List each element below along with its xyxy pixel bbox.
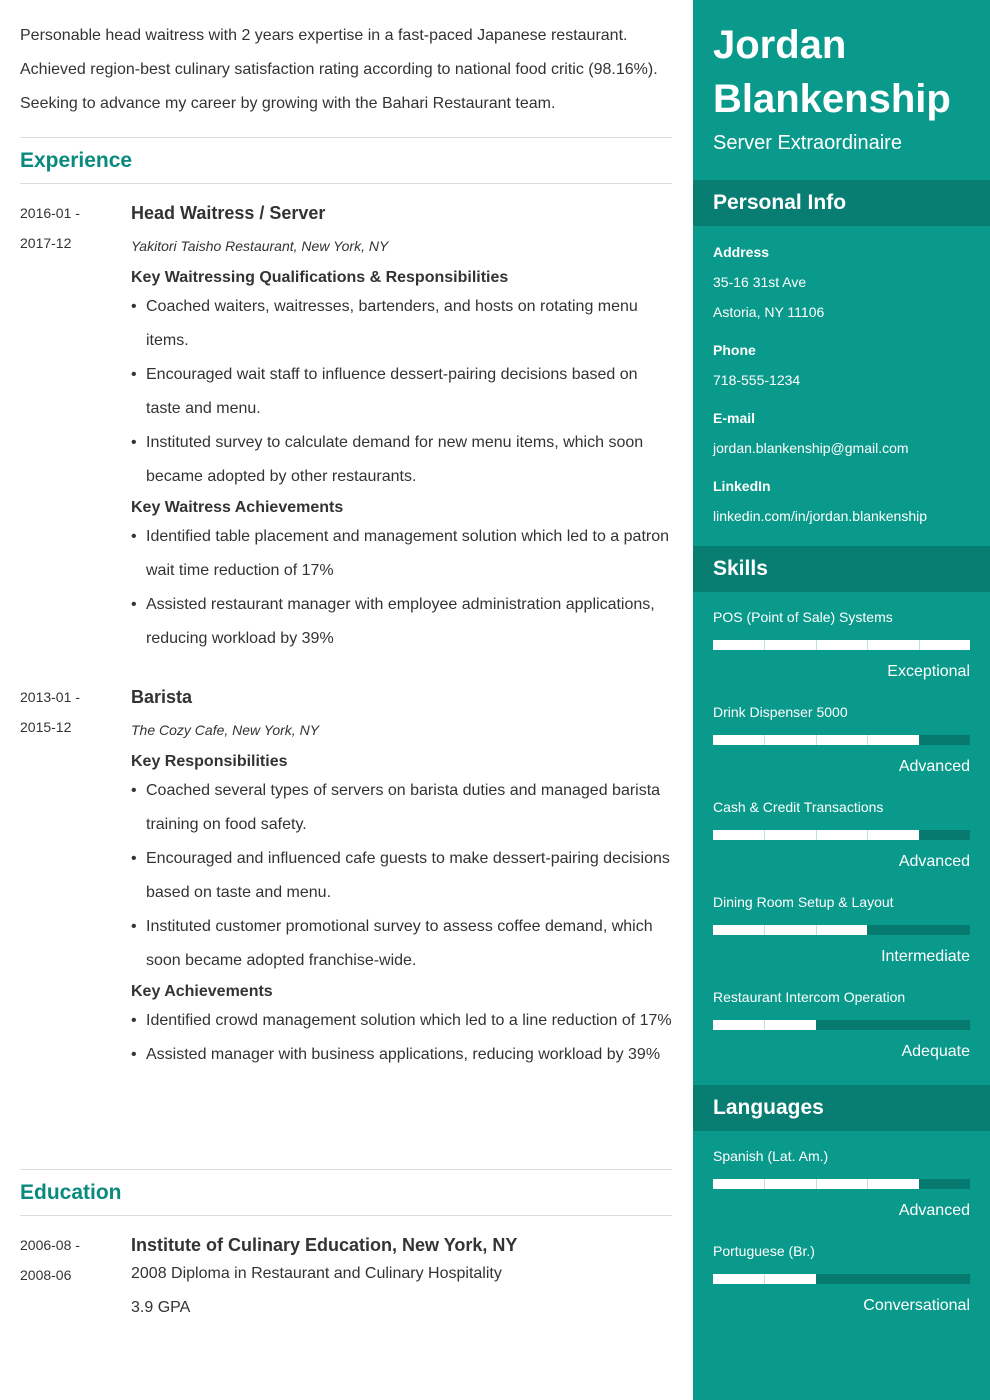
group-heading: Key Achievements: [131, 983, 273, 1000]
skill-name: Dining Room Setup & Layout: [713, 894, 894, 910]
diploma: 2008 Diploma in Restaurant and Culinary Hospitality: [131, 1265, 502, 1282]
summary: Personable head waitress with 2 years expertise in a fast-paced Japanese restaurant. Achieved region-best culinary satisfaction rating according to national food critic (98.16%). Seeking to advance my career by growing with the Bahari Restaurant team.: [20, 27, 658, 112]
bar-segment-tick: [816, 830, 817, 840]
group-heading: Key Waitressing Qualifications & Responsibilities: [131, 269, 509, 286]
bar-segment-tick: [764, 830, 765, 840]
bar-segment-tick: [919, 1274, 920, 1284]
bar-segment-tick: [919, 1020, 920, 1030]
bar-segment-tick: [919, 640, 920, 650]
bar-segment-tick: [867, 925, 868, 935]
job-2-dates: [20, 682, 120, 742]
bar-segment-tick: [919, 1179, 920, 1189]
phone-value: 718-555-1234: [713, 372, 801, 388]
skill-bar: [713, 925, 970, 935]
languages-band: [693, 1085, 990, 1131]
bar-segment-tick: [867, 1274, 868, 1284]
address-line-2: Astoria, NY 11106: [713, 304, 825, 320]
skill-level: Advanced: [898, 758, 970, 775]
job-1-dates: [20, 198, 120, 258]
group-heading: Key Waitress Achievements: [131, 499, 344, 516]
linkedin-label: LinkedIn: [713, 478, 771, 494]
personal-info-heading: Personal Info: [713, 191, 847, 214]
bullet-item: • Instituted customer promotional survey to assess coffee demand, which soon became adopted franchise-wide.: [131, 910, 676, 978]
job-1-entry: [131, 202, 676, 656]
education-heading: Education: [20, 1181, 122, 1204]
bar-segment-tick: [867, 830, 868, 840]
education-dates: [20, 1230, 120, 1290]
candidate-name: Jordan Blankenship: [713, 23, 951, 121]
email-label: E-mail: [713, 410, 756, 426]
phone-label: Phone: [713, 342, 756, 358]
skill-level: Advanced: [898, 853, 970, 870]
bar-segment-tick: [816, 1179, 817, 1189]
skill-bar: [713, 735, 970, 745]
skill-bar: [713, 830, 970, 840]
bullet-item: • Identified table placement and management solution which led to a patron wait time reduction of 17%: [131, 520, 676, 588]
bar-segment-tick: [867, 1020, 868, 1030]
language-level: Conversational: [863, 1297, 970, 1314]
bullet-item: • Assisted manager with business applications, reducing workload by 39%: [131, 1038, 676, 1072]
divider: [20, 1169, 672, 1170]
divider: [20, 183, 672, 184]
language-name: Portuguese (Br.): [713, 1243, 815, 1259]
experience-heading: Experience: [20, 149, 133, 172]
bar-segment-tick: [816, 1274, 817, 1284]
bullet-item: • Coached waiters, waitresses, bartenders, and hosts on rotating menu items.: [131, 290, 676, 358]
group-heading: Key Responsibilities: [131, 753, 288, 770]
skills-band: [693, 546, 990, 592]
bar-segment-tick: [764, 1274, 765, 1284]
job-title: Barista: [131, 687, 193, 707]
language-bar: [713, 1179, 970, 1189]
bar-segment-tick: [867, 735, 868, 745]
job-company: The Cozy Cafe, New York, NY: [131, 722, 320, 738]
bar-segment-tick: [764, 925, 765, 935]
language-bar: [713, 1274, 970, 1284]
skill-level: Adequate: [901, 1043, 970, 1060]
skills-heading: Skills: [713, 557, 768, 580]
skill-level: Exceptional: [887, 663, 970, 680]
languages-heading: Languages: [713, 1096, 824, 1119]
bar-segment-tick: [764, 1179, 765, 1189]
skill-name: Drink Dispenser 5000: [713, 704, 848, 720]
job-title: Head Waitress / Server: [131, 203, 326, 223]
personal-info-band: [693, 180, 990, 226]
date-start: 2013-01 -: [20, 689, 80, 705]
date-start: 2016-01 -: [20, 205, 80, 221]
job-company: Yakitori Taisho Restaurant, New York, NY: [131, 238, 389, 254]
bullet-list: [131, 1004, 676, 1072]
bar-segment-tick: [919, 735, 920, 745]
bar-segment-tick: [816, 735, 817, 745]
date-end: 2017-12: [20, 235, 72, 251]
bullet-item: • Identified crowd management solution which led to a line reduction of 17%: [131, 1004, 676, 1038]
school-name: Institute of Culinary Education, New York, NY: [131, 1235, 518, 1255]
bar-segment-tick: [816, 640, 817, 650]
bullet-item: • Encouraged wait staff to influence dessert-pairing decisions based on taste and menu.: [131, 358, 676, 426]
candidate-role: Server Extraordinaire: [713, 132, 902, 154]
bullet-item: • Instituted survey to calculate demand for new menu items, which soon became adopted by other restaurants.: [131, 426, 676, 494]
date-start: 2006-08 -: [20, 1237, 80, 1253]
date-end: 2015-12: [20, 719, 72, 735]
skill-level: Intermediate: [881, 948, 970, 965]
address-label: Address: [713, 244, 770, 260]
email-link[interactable]: jordan.blankenship@gmail.com: [713, 440, 909, 456]
bar-segment-tick: [867, 640, 868, 650]
skill-bar: [713, 1020, 970, 1030]
skill-bar-fill: [713, 640, 970, 650]
skill-name: Restaurant Intercom Operation: [713, 989, 906, 1005]
address-line-1: 35-16 31st Ave: [713, 274, 807, 290]
education-entry: [131, 1234, 676, 1325]
sidebar: [693, 0, 990, 1400]
bar-segment-tick: [764, 640, 765, 650]
bar-segment-tick: [764, 735, 765, 745]
skill-name: Cash & Credit Transactions: [713, 799, 884, 815]
language-name: Spanish (Lat. Am.): [713, 1148, 829, 1164]
divider: [20, 137, 672, 138]
bullet-list: [131, 774, 676, 978]
bullet-list: [131, 290, 676, 494]
divider: [20, 1215, 672, 1216]
language-level: Advanced: [898, 1202, 970, 1219]
skill-bar-fill: [713, 925, 867, 935]
bullet-item: • Encouraged and influenced cafe guests to make dessert-pairing decisions based on taste and menu.: [131, 842, 676, 910]
job-2-entry: [131, 686, 676, 1072]
bar-segment-tick: [816, 925, 817, 935]
date-end: 2008-06: [20, 1267, 72, 1283]
skill-name: POS (Point of Sale) Systems: [713, 609, 893, 625]
bullet-item: • Coached several types of servers on barista duties and managed barista training on food safety.: [131, 774, 676, 842]
bar-segment-tick: [919, 925, 920, 935]
gpa: 3.9 GPA: [131, 1299, 191, 1316]
bullet-item: • Assisted restaurant manager with employee administration applications, reducing workload by 39%: [131, 588, 676, 656]
bar-segment-tick: [764, 1020, 765, 1030]
bar-segment-tick: [816, 1020, 817, 1030]
bullet-list: [131, 520, 676, 656]
bar-segment-tick: [867, 1179, 868, 1189]
skill-bar: [713, 640, 970, 650]
linkedin-link[interactable]: linkedin.com/in/jordan.blankenship: [713, 508, 928, 524]
bar-segment-tick: [919, 830, 920, 840]
